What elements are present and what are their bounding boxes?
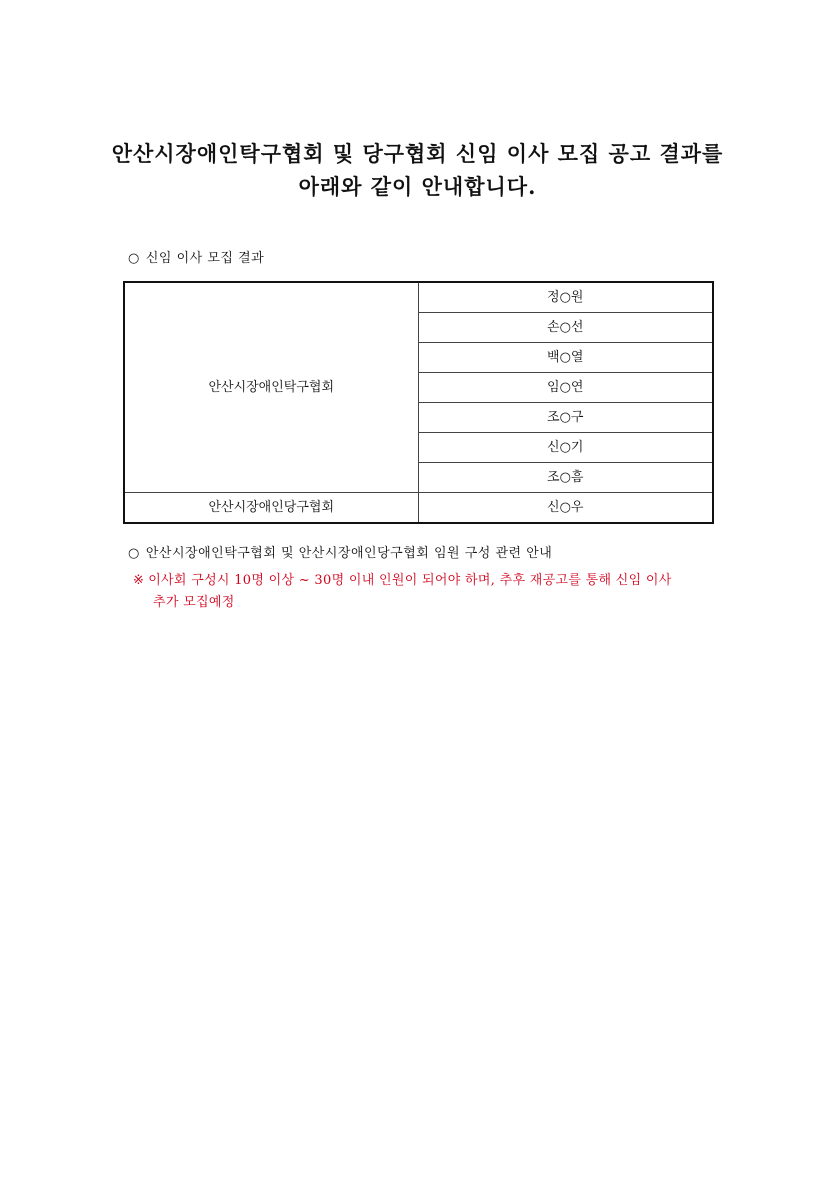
page-title — [60, 137, 775, 203]
org-cell-table-tennis: 안산시장애인탁구협회 — [124, 282, 418, 493]
section-heading-text: 신임 이사 모집 결과 — [145, 251, 265, 266]
member-cell: 신○우 — [418, 493, 713, 524]
member-cell: 신○기 — [418, 433, 713, 463]
member-cell: 백○열 — [418, 343, 713, 373]
table-row — [124, 282, 713, 313]
table-row — [124, 493, 713, 524]
org-cell-billiards: 안산시장애인당구협회 — [124, 493, 418, 524]
title-line-2: 아래와 같이 안내합니다. — [298, 174, 537, 199]
result-table — [123, 281, 714, 524]
member-cell: 조○흠 — [418, 463, 713, 493]
member-cell: 조○구 — [418, 403, 713, 433]
note-line-2: 추가 모집예정 — [153, 595, 235, 610]
member-cell: 임○연 — [418, 373, 713, 403]
member-cell: 손○선 — [418, 313, 713, 343]
section-heading-text: 안산시장애인탁구협회 및 안산시장애인당구협회 임원 구성 관련 안내 — [145, 546, 553, 561]
title-line-1: 안산시장애인탁구협회 및 당구협회 신임 이사 모집 공고 결과를 — [111, 141, 724, 166]
reference-mark-icon: ※ — [133, 573, 145, 588]
section-heading-recruit-result — [128, 250, 264, 268]
member-cell: 정○원 — [418, 282, 713, 313]
circle-bullet-icon: ○ — [128, 546, 140, 561]
circle-bullet-icon: ○ — [128, 251, 140, 266]
note-line-1: 이사회 구성시 10명 이상 ~ 30명 이내 인원이 되어야 하며, 추후 재공고를 통해 신임 이사 — [148, 573, 672, 588]
notice-note — [133, 570, 718, 614]
section-heading-board-info — [128, 545, 552, 563]
